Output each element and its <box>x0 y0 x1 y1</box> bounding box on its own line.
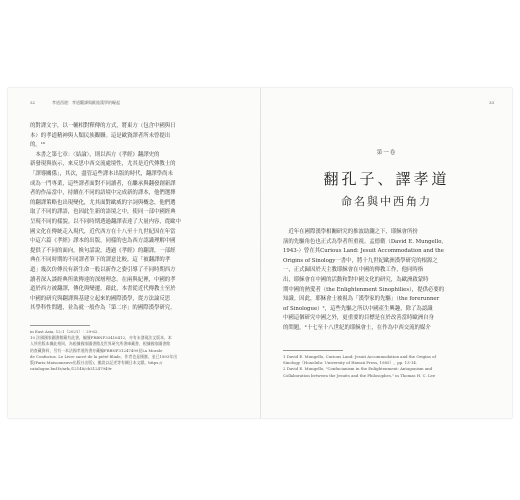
running-head: 孝道西遊：孝道觀譯與歐陸漢學的崛起 <box>52 100 120 105</box>
footnote-rule <box>30 325 90 326</box>
text-line: 中這六篇《孝經》譯本的出版，同樣的也為西方認識理解中國 <box>30 238 176 245</box>
text-line: 出，耶穌會在中國的活動和對中國文化的研究，為歐洲啟蒙時 <box>283 276 429 283</box>
footnote-line: 人所用版本據此相同，為根據國家圖書館及世界研究所書庫藏書，根據國家圖書館 <box>30 341 171 347</box>
text-line: 的。¹⁰ <box>30 142 46 149</box>
text-line: 道」幾次仿傳長有新生命一般以新作之姿引導了不同時期西方 <box>30 266 176 273</box>
text-line: 呈現不同的樣貌。以不同時期透過翻譯表達了大量内容，從歐中 <box>30 218 181 225</box>
text-line: 本書之第七章：〈結論〉，則以西方《孝經》翻譯史的 <box>30 151 160 158</box>
footnote-line: 2 David E. Mungello, "Confucianism in the Enlightenment: Antagonism and <box>283 366 433 372</box>
text-line: 取了不同的譯語，也因此生新的語境之中，使同一部中國經典 <box>30 209 176 216</box>
text-line: 其學科性問題，並為就一般作為「第二序」的國際漢學研究。 <box>30 305 176 312</box>
page-number: 32 <box>30 100 36 105</box>
left-page <box>8 88 260 418</box>
text-line: 典在不同時期的不同譯者筆下的譯意比較，這「被翻譯的孝 <box>30 257 171 264</box>
text-line: 期中國的熱愛者（the Enlightenment Sinophilies），提供必要的 <box>283 286 445 293</box>
footnotes <box>30 329 244 372</box>
text-line: 中國這個研究中國之外，更重要的目標是在於改善當時歐洲自身 <box>283 315 434 322</box>
footnote-line: 1 David E. Mungello, Curious Land: Jesuit Accommodation and the Origins of <box>283 354 436 359</box>
text-line: 一，正式歸因於天主教耶穌會在中國的傳教工作，他同時指 <box>283 267 424 274</box>
right-page <box>261 88 512 418</box>
text-line: 演的先驅角色也正式為學者所重視。孟德衛（David E. Mungello, <box>283 238 444 245</box>
text-line: 知識。因此，耶穌會士被視為「漢學家的先驅」（the forerunner <box>283 296 440 303</box>
book-spread <box>8 88 512 418</box>
text-line: 近年在國際漢學相關研究的推波助瀾之下，耶穌會所扮 <box>283 229 418 235</box>
text-line: 的翻譯策略也出現變化，尤其面對歐威的字詞與概念，他們選 <box>30 199 176 206</box>
text-line: 1943-）曾在其Curious Land: Jesuit Accommodation and the <box>283 248 444 255</box>
text-line: 中國的研究與翻譯與基建立起來的國際漢學，從方法論反思 <box>30 295 171 302</box>
footnote-line: 的查藏資料，另有一本法國孝道的書亦藏編FRBNF31247499見La Morale <box>30 347 163 353</box>
footnotes <box>283 354 493 379</box>
text-line: 道於西方被翻譯，傳化與變遷，藉此，本書從近代傳教士至於 <box>30 286 176 293</box>
footnote-line: Sinology（Honolulu: University of Hawaii Press, 1985），pp. 13-14. <box>283 360 418 366</box>
footnote-line: Collaboration between the Jesuits and the Philosophes," in Thomas H. C. Lee <box>283 372 436 378</box>
text-line: 成為一門專業，這些譯者面對不同讀者，在繼承與翻發創新譯 <box>30 180 176 187</box>
text-line: 國文化在傳統走入現代，近代西方在十八至十九世紀因在年當 <box>30 228 176 235</box>
chapter-title: 翻孔子、譯孝道 <box>323 170 450 188</box>
chapter-subtitle: 命名與中西角力 <box>341 195 432 208</box>
footnote-line: in East Asia, 12:1（2021）：29-62. <box>30 329 99 334</box>
footnote-line: 10 法國國家圖書館藏有此書，編號FRBNF33416412，亦有未發現法文版本，本 <box>30 335 172 341</box>
body-text <box>30 122 244 314</box>
text-line: 「譯導關係」，其次，盡管這些譯本出版的時代，翻譯學尚未 <box>30 170 173 177</box>
text-line: 的問題，²十七至十八世紀的耶穌會士，在作為中西交流的媒介 <box>283 324 431 331</box>
text-line: Origins of Sinology一書中，將十九世紀歐洲漢學研究的根源之 <box>283 257 438 264</box>
footnote-line: de Confucius. Le Livre sacré de la piété filiale，作者也是國旗，並已1893年出 <box>30 353 178 359</box>
body-text <box>283 228 493 334</box>
text-line: 讀者深入談經典所欲傳達的深層理念。在兩與紀裡，中國的孝 <box>30 276 176 283</box>
page-number: 33 <box>489 100 495 105</box>
text-line: of Sinologue）²，這些先驅之所以中國產生興趣，除了為認識 <box>283 305 433 312</box>
text-line: 本）的孝道精神與人類民族觀聯。這是歐資譯者所未曾提出 <box>30 132 171 139</box>
text-line: 提供了不同的面向，換句話說，透過《孝經》的翻譯，一部經 <box>30 247 176 254</box>
footnote-line: 版(Paris:Maisonneuve出版社出版)，雖說以記述等有關日本文獻。https:// <box>30 360 163 366</box>
text-line: 的對譯文字，以一輔相對釋傳的方式，將東方（包含中國與日 <box>30 123 176 129</box>
footnote-line: catalogue.bnf.fr/ark:/12148/cb31247949r <box>30 366 112 372</box>
footnote-rule <box>283 350 343 351</box>
part-label: 第一卷 <box>376 150 397 156</box>
text-line: 新發現與族示，來反思中西交流處境性，尤其是近代傳教士的 <box>30 161 176 168</box>
text-line: 者的作品當中，持續在不同的語境中完成新的譯本，他們選擇 <box>30 190 176 197</box>
